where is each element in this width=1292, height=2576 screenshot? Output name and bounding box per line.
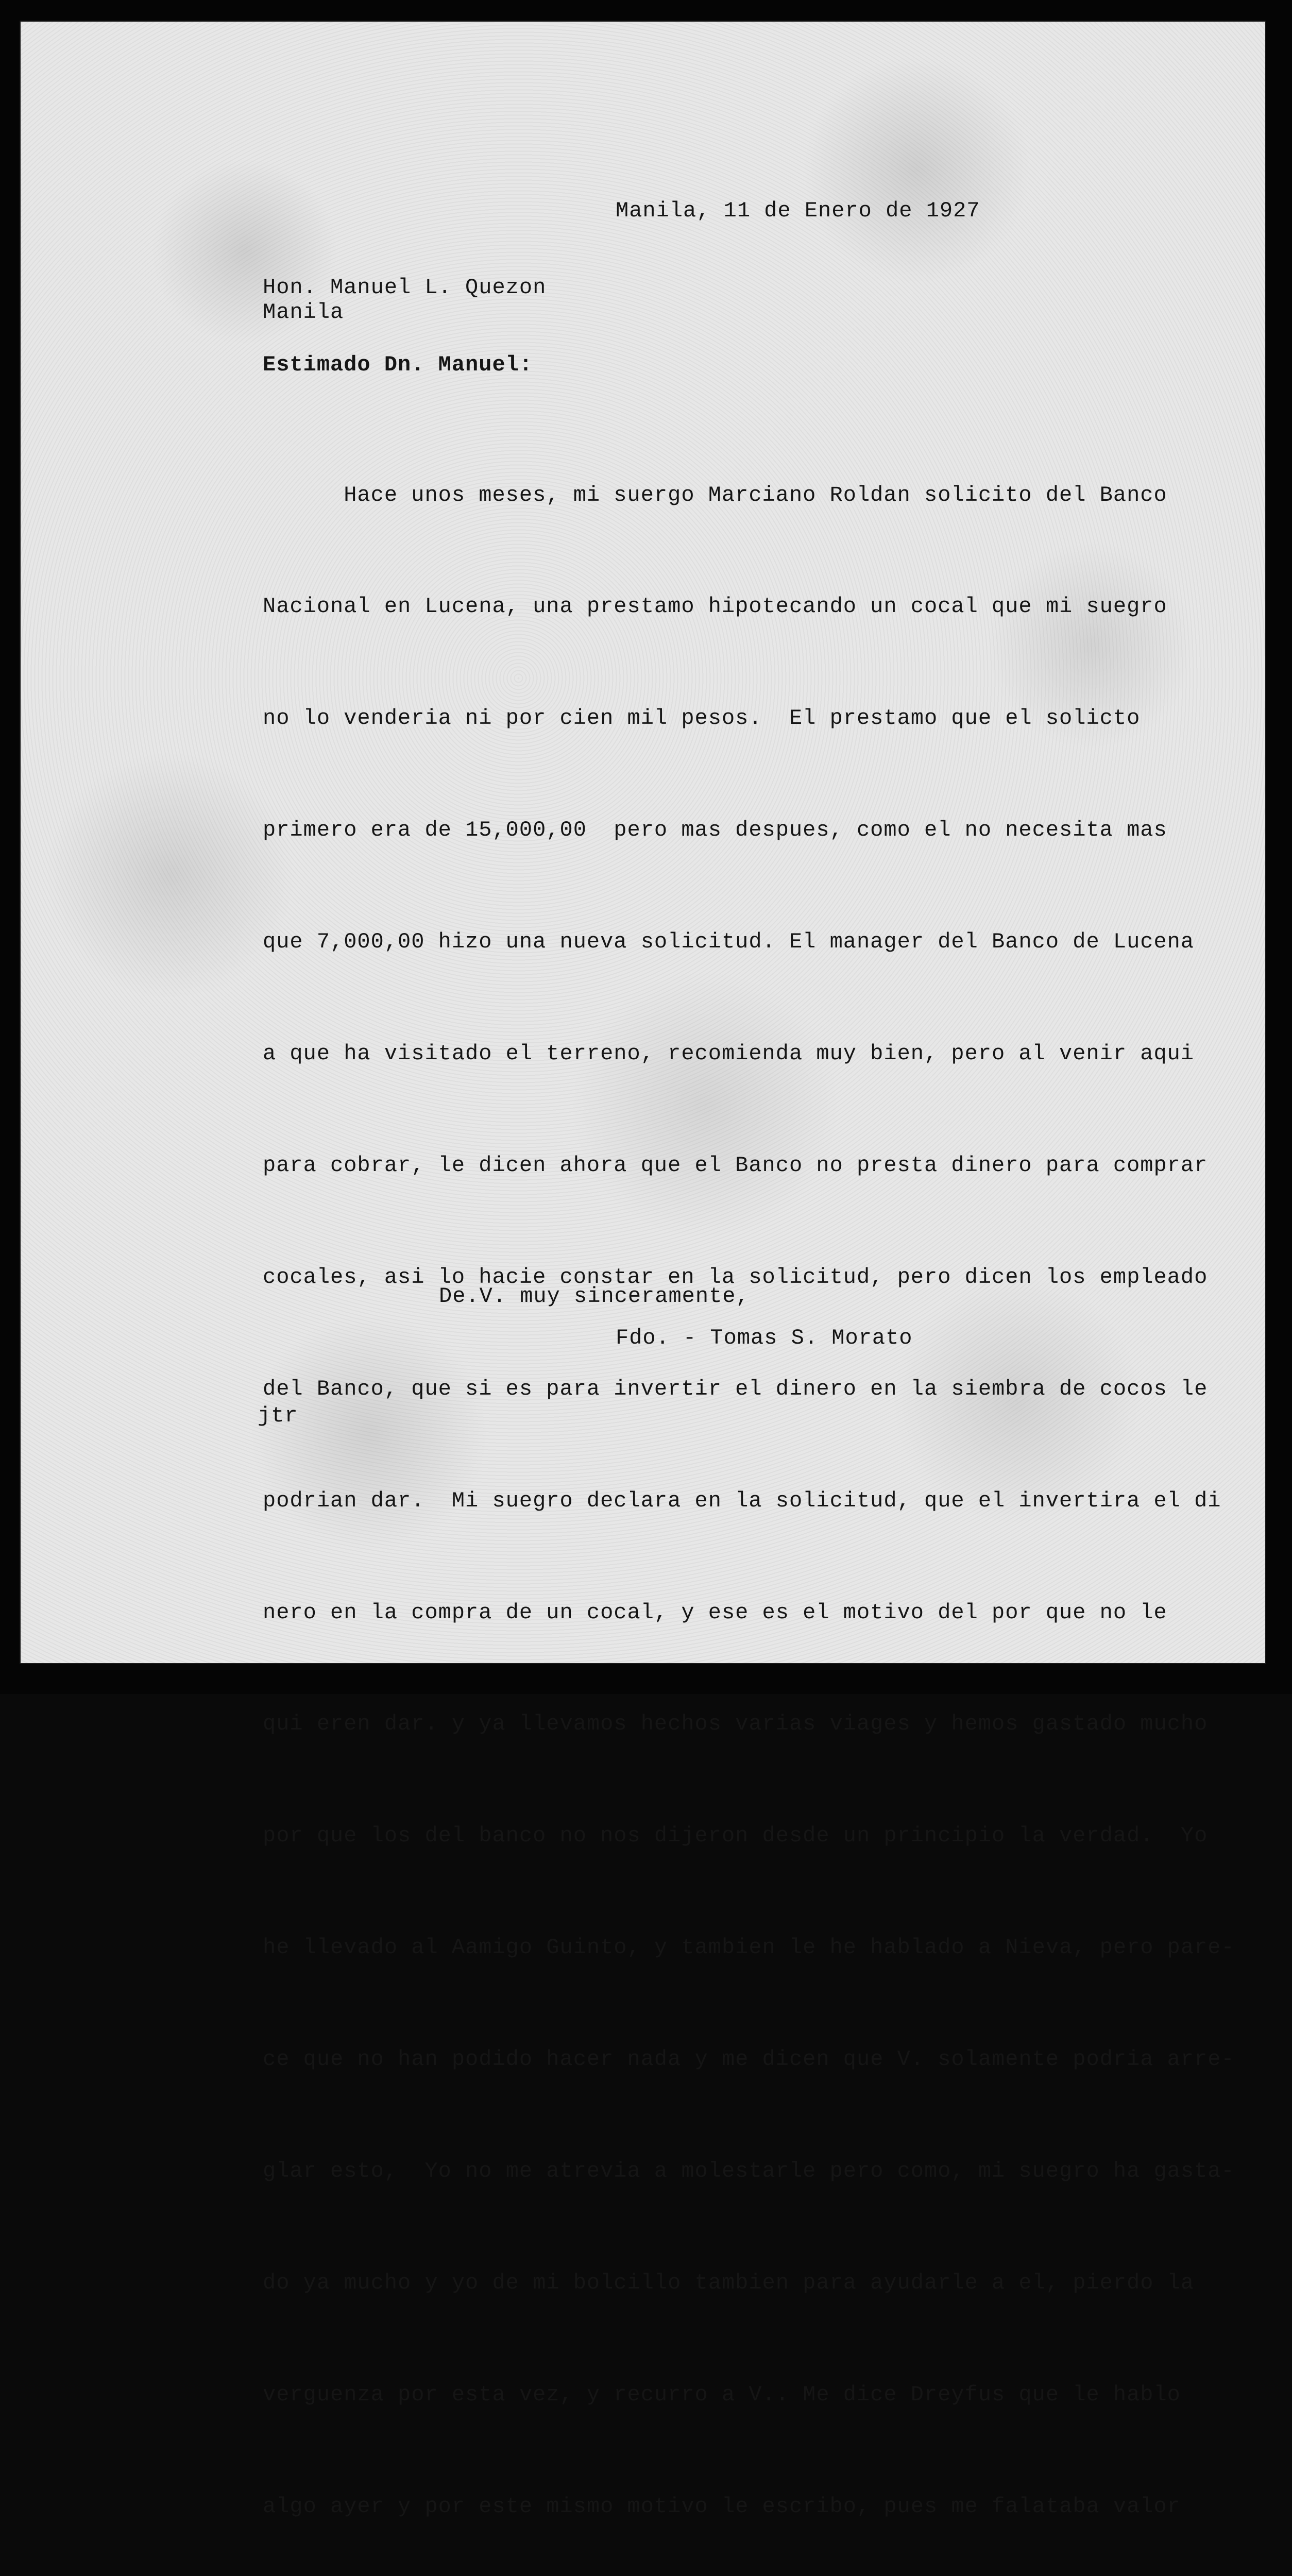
body-line: para cobrar, le dicen ahora que el Banco no presta dinero para comprar	[263, 1153, 1208, 1178]
body-line: Hace unos meses, mi suergo Marciano Roldan solicito del Banco	[263, 482, 1167, 507]
body-line: podrian dar. Mi suegro declara en la solicitud, que el invertira el di	[263, 1488, 1221, 1513]
body-line: verguenza por esta vez, y recurro a V.. Me dice Dreyfus que le hablo	[263, 2382, 1181, 2407]
body-line: Nacional en Lucena, una prestamo hipotecando un cocal que mi suegro	[263, 594, 1167, 619]
body-line: do ya mucho y yo de mi bolcillo tambien para ayudarle a el, pierdo la	[263, 2270, 1195, 2295]
body-line: qui eren dar. y ya llevamos hechos varias viages y hemos gastado mucho	[263, 1711, 1208, 1737]
body-line: glar esto, Yo no me atrevia a molestarle pero como, mi suegro ha gasta-	[263, 2158, 1235, 2183]
body-line: cocales, asi lo hacie constar en la solicitud, pero dicen los empleado	[263, 1264, 1208, 1290]
closing: De.V. muy sinceramente,	[439, 1284, 750, 1309]
body-line: ce que no han podido hacer nada y me dicen que V. solamente podria arre-	[263, 2047, 1235, 2072]
body-line: no lo venderia ni por cien mil pesos. El prestamo que el solicto	[263, 706, 1141, 731]
signature: Fdo. - Tomas S. Morato	[616, 1326, 913, 1350]
recipient-name: Hon. Manuel L. Quezon	[263, 275, 547, 300]
body-line: nero en la compra de un cocal, y ese es el motivo del por que no le	[263, 1600, 1167, 1625]
letter-body	[263, 402, 1235, 2576]
body-line: del Banco, que si es para invertir el dinero en la siembra de cocos le	[263, 1376, 1208, 1401]
date-line: Manila, 11 de Enero de 1927	[616, 198, 980, 223]
body-line: primero era de 15,000,00 pero mas despues, como el no necesita mas	[263, 818, 1167, 843]
body-line: he llevado al Aamigo Guinto, y tambien le he hablado a Nieva, pero pare-	[263, 1935, 1235, 1960]
body-line: a que ha visitado el terreno, recomienda muy bien, pero al venir aqui	[263, 1041, 1195, 1066]
typist-initials: jtr	[258, 1403, 298, 1428]
salutation: Estimado Dn. Manuel:	[263, 352, 533, 377]
body-line: que 7,000,00 hizo una nueva solicitud. El manager del Banco de Lucena	[263, 929, 1195, 955]
body-line: por que los del banco no nos dijeron desde un principio la verdad. Yo	[263, 1823, 1208, 1849]
body-line: algo ayer y por este mismo motivo le escribo, pues me falataba valor	[263, 2494, 1181, 2519]
recipient-city: Manila	[263, 300, 344, 325]
